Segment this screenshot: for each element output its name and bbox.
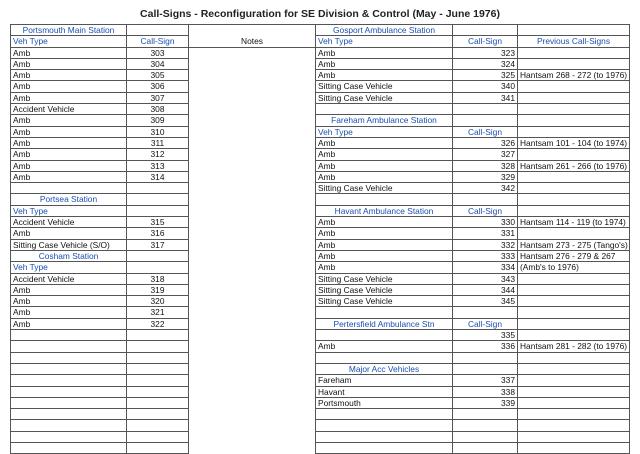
- previous-call-signs: [518, 363, 630, 374]
- call-sign: [127, 431, 189, 442]
- call-sign: [453, 442, 518, 453]
- previous-call-signs: [518, 296, 630, 307]
- vehicle-type: Amb: [11, 115, 127, 126]
- vehicle-type: [11, 375, 127, 386]
- vehicle-type: Portsmouth: [316, 397, 453, 408]
- table-row: [11, 81, 630, 92]
- call-sign: 326: [453, 137, 518, 148]
- call-sign: [127, 194, 189, 205]
- table-row: [11, 228, 630, 239]
- call-sign: 333: [453, 250, 518, 261]
- notes-cell: [189, 70, 316, 81]
- previous-call-signs: [518, 47, 630, 58]
- vehicle-type: Amb: [11, 284, 127, 295]
- previous-call-signs: Hantsam 273 - 275 (Tango's): [518, 239, 630, 250]
- notes-cell: [189, 341, 316, 352]
- notes-cell: [189, 330, 316, 341]
- notes-cell: [189, 92, 316, 103]
- notes-cell: [189, 217, 316, 228]
- notes-cell: [189, 115, 316, 126]
- call-sign: 310: [127, 126, 189, 137]
- right-call-sign-header: Call-Sign: [453, 36, 518, 47]
- previous-call-signs: [518, 386, 630, 397]
- vehicle-type: [316, 442, 453, 453]
- vehicle-type: Fareham Ambulance Station: [316, 115, 453, 126]
- table-row: [11, 386, 630, 397]
- call-sign: 323: [453, 47, 518, 58]
- vehicle-type: [11, 183, 127, 194]
- notes-cell: [189, 250, 316, 261]
- right-veh-type-header: Veh Type: [316, 36, 453, 47]
- notes-cell: [189, 239, 316, 250]
- notes-cell: [189, 228, 316, 239]
- previous-call-signs: (Amb's to 1976): [518, 262, 630, 273]
- call-sign: 340: [453, 81, 518, 92]
- table-row: [11, 431, 630, 442]
- vehicle-type: Amb: [11, 47, 127, 58]
- table-row: [11, 352, 630, 363]
- vehicle-type: [11, 363, 127, 374]
- vehicle-type: [316, 330, 453, 341]
- call-sign: 315: [127, 217, 189, 228]
- table-row: [11, 375, 630, 386]
- notes-header: Notes: [189, 36, 316, 47]
- call-sign: 332: [453, 239, 518, 250]
- call-sign: [453, 431, 518, 442]
- call-sign: [127, 250, 189, 261]
- notes-cell: [189, 47, 316, 58]
- vehicle-type: [11, 386, 127, 397]
- table-row: [11, 70, 630, 81]
- table-row: [11, 183, 630, 194]
- vehicle-type: [11, 409, 127, 420]
- call-sign: 325: [453, 70, 518, 81]
- vehicle-type: Major Acc Vehicles: [316, 363, 453, 374]
- table-row: [11, 397, 630, 408]
- call-sign: 312: [127, 149, 189, 160]
- previous-call-signs: [518, 273, 630, 284]
- vehicle-type: [11, 330, 127, 341]
- table-row: [11, 58, 630, 69]
- call-sign: 327: [453, 149, 518, 160]
- vehicle-type: [316, 409, 453, 420]
- vehicle-type: [11, 341, 127, 352]
- vehicle-type: Accident Vehicle: [11, 217, 127, 228]
- table-row: [11, 115, 630, 126]
- vehicle-type: Amb: [11, 318, 127, 329]
- vehicle-type: Amb: [11, 58, 127, 69]
- vehicle-type: Sitting Case Vehicle: [316, 296, 453, 307]
- call-sign: [127, 352, 189, 363]
- call-sign: 318: [127, 273, 189, 284]
- notes-cell: [189, 431, 316, 442]
- call-sign: 309: [127, 115, 189, 126]
- call-sign: [127, 205, 189, 216]
- vehicle-type: [11, 352, 127, 363]
- previous-call-signs: [518, 104, 630, 115]
- notes-cell: [189, 205, 316, 216]
- previous-call-signs: [518, 171, 630, 182]
- call-sign: 336: [453, 341, 518, 352]
- table-row: [11, 262, 630, 273]
- call-sign: [453, 409, 518, 420]
- previous-call-signs: [518, 205, 630, 216]
- call-sign: 334: [453, 262, 518, 273]
- vehicle-type: Veh Type: [11, 205, 127, 216]
- table-row: [11, 92, 630, 103]
- table-row: [11, 104, 630, 115]
- call-sign: Call-Sign: [453, 318, 518, 329]
- table-row: [11, 205, 630, 216]
- notes-cell: [189, 363, 316, 374]
- vehicle-type: Amb: [11, 149, 127, 160]
- vehicle-type: Amb: [11, 160, 127, 171]
- vehicle-type: Accident Vehicle: [11, 273, 127, 284]
- call-sign: 344: [453, 284, 518, 295]
- call-sign: [453, 115, 518, 126]
- notes-cell: [189, 149, 316, 160]
- notes-cell: [189, 262, 316, 273]
- notes-cell: [189, 126, 316, 137]
- vehicle-type: Sitting Case Vehicle (S/O): [11, 239, 127, 250]
- previous-call-signs: [518, 352, 630, 363]
- call-sign: [127, 386, 189, 397]
- vehicle-type: Amb: [11, 228, 127, 239]
- table-row: [11, 160, 630, 171]
- vehicle-type: Amb: [316, 171, 453, 182]
- previous-call-signs: [518, 126, 630, 137]
- vehicle-type: Amb: [316, 137, 453, 148]
- veh-type-header: Veh Type: [11, 36, 127, 47]
- notes-cell: [189, 352, 316, 363]
- call-sign-header: Call-Sign: [127, 36, 189, 47]
- previous-call-signs: [518, 397, 630, 408]
- vehicle-type: Amb: [316, 160, 453, 171]
- previous-call-signs: [518, 375, 630, 386]
- vehicle-type: Accident Vehicle: [11, 104, 127, 115]
- call-sign: [127, 330, 189, 341]
- call-sign: 306: [127, 81, 189, 92]
- vehicle-type: Veh Type: [316, 126, 453, 137]
- call-sign: [127, 397, 189, 408]
- vehicle-type: Amb: [316, 262, 453, 273]
- vehicle-type: Sitting Case Vehicle: [316, 284, 453, 295]
- table-row: [11, 194, 630, 205]
- previous-call-signs: Hantsam 276 - 279 & 267: [518, 250, 630, 261]
- previous-call-signs: [518, 318, 630, 329]
- call-sign: [127, 262, 189, 273]
- vehicle-type: [316, 352, 453, 363]
- call-sign: 328: [453, 160, 518, 171]
- call-sign: 331: [453, 228, 518, 239]
- previous-call-signs: [518, 92, 630, 103]
- vehicle-type: Amb: [316, 217, 453, 228]
- call-sign: [453, 363, 518, 374]
- call-sign: 341: [453, 92, 518, 103]
- table-row: [11, 318, 630, 329]
- notes-cell: [189, 273, 316, 284]
- table-row: [11, 330, 630, 341]
- notes-cell: [189, 318, 316, 329]
- call-sign: 303: [127, 47, 189, 58]
- call-sign: Call-Sign: [453, 205, 518, 216]
- vehicle-type: Havant: [316, 386, 453, 397]
- previous-call-signs: Hantsam 268 - 272 (to 1976): [518, 70, 630, 81]
- previous-call-signs: [518, 284, 630, 295]
- vehicle-type: Veh Type: [11, 262, 127, 273]
- vehicle-type: Havant Ambulance Station: [316, 205, 453, 216]
- table-row: [11, 284, 630, 295]
- call-sign: 338: [453, 386, 518, 397]
- call-sign: 313: [127, 160, 189, 171]
- table-row: [11, 307, 630, 318]
- call-sign: 337: [453, 375, 518, 386]
- notes-cell: [189, 386, 316, 397]
- previous-call-signs: Hantsam 261 - 266 (to 1976): [518, 160, 630, 171]
- vehicle-type: Amb: [316, 58, 453, 69]
- notes-cell: [189, 171, 316, 182]
- vehicle-type: Amb: [316, 250, 453, 261]
- call-sign: [453, 352, 518, 363]
- table-row: [11, 149, 630, 160]
- vehicle-type: Amb: [316, 228, 453, 239]
- vehicle-type: Amb: [316, 149, 453, 160]
- vehicle-type: [316, 307, 453, 318]
- notes-cell: [189, 442, 316, 453]
- vehicle-type: Pertersfield Ambulance Stn: [316, 318, 453, 329]
- table-row: [11, 47, 630, 58]
- vehicle-type: Fareham: [316, 375, 453, 386]
- call-sign: 314: [127, 171, 189, 182]
- call-sign: 345: [453, 296, 518, 307]
- table-row: [11, 409, 630, 420]
- notes-cell: [189, 375, 316, 386]
- call-sign: 339: [453, 397, 518, 408]
- notes-cell: [189, 81, 316, 92]
- previous-call-signs: [518, 330, 630, 341]
- previous-call-signs: [518, 149, 630, 160]
- table-row: [11, 171, 630, 182]
- vehicle-type: Amb: [11, 171, 127, 182]
- notes-cell: [189, 104, 316, 115]
- previous-call-signs: [518, 115, 630, 126]
- call-sign: [127, 375, 189, 386]
- vehicle-type: Amb: [11, 126, 127, 137]
- call-sign: 335: [453, 330, 518, 341]
- vehicle-type: [11, 442, 127, 453]
- vehicle-type: Sitting Case Vehicle: [316, 273, 453, 284]
- vehicle-type: [316, 431, 453, 442]
- call-sign: 316: [127, 228, 189, 239]
- vehicle-type: [11, 397, 127, 408]
- table-row: [11, 239, 630, 250]
- notes-cell: [189, 137, 316, 148]
- call-sign: 343: [453, 273, 518, 284]
- previous-call-signs: [518, 58, 630, 69]
- vehicle-type: Sitting Case Vehicle: [316, 183, 453, 194]
- vehicle-type: Sitting Case Vehicle: [316, 81, 453, 92]
- notes-cell: [189, 409, 316, 420]
- call-sign: 319: [127, 284, 189, 295]
- notes-cell: [189, 307, 316, 318]
- previous-call-signs-header: Previous Call-Signs: [518, 36, 630, 47]
- previous-call-signs: [518, 307, 630, 318]
- call-sign: [453, 307, 518, 318]
- notes-cell: [189, 194, 316, 205]
- call-sign: 311: [127, 137, 189, 148]
- table-row: [11, 273, 630, 284]
- call-sign: Call-Sign: [453, 126, 518, 137]
- call-sign: 330: [453, 217, 518, 228]
- call-sign: 307: [127, 92, 189, 103]
- previous-call-signs: [518, 431, 630, 442]
- table-row: [11, 296, 630, 307]
- table-header-row: [11, 25, 630, 36]
- previous-call-signs: [518, 194, 630, 205]
- vehicle-type: Amb: [316, 70, 453, 81]
- vehicle-type: Amb: [11, 81, 127, 92]
- vehicle-type: Portsea Station: [11, 194, 127, 205]
- previous-call-signs: Hantsam 281 - 282 (to 1976): [518, 341, 630, 352]
- call-sign: [453, 104, 518, 115]
- table-row: [11, 137, 630, 148]
- vehicle-type: [316, 194, 453, 205]
- vehicle-type: Amb: [11, 70, 127, 81]
- vehicle-type: Amb: [316, 341, 453, 352]
- previous-call-signs: Hantsam 101 - 104 (to 1974): [518, 137, 630, 148]
- call-sign: 342: [453, 183, 518, 194]
- call-sign-table: [10, 24, 630, 454]
- table-subheader-row: [11, 36, 630, 47]
- call-sign: 321: [127, 307, 189, 318]
- previous-call-signs: [518, 183, 630, 194]
- call-sign: 317: [127, 239, 189, 250]
- table-row: [11, 126, 630, 137]
- table-row: [11, 363, 630, 374]
- vehicle-type: Amb: [316, 239, 453, 250]
- vehicle-type: Cosham Station: [11, 250, 127, 261]
- call-sign: [127, 363, 189, 374]
- vehicle-type: Amb: [11, 92, 127, 103]
- vehicle-type: [11, 431, 127, 442]
- call-sign: 329: [453, 171, 518, 182]
- notes-cell: [189, 296, 316, 307]
- vehicle-type: Sitting Case Vehicle: [316, 92, 453, 103]
- portsmouth-station-heading: Portsmouth Main Station: [11, 25, 127, 36]
- previous-call-signs: [518, 442, 630, 453]
- call-sign: 305: [127, 70, 189, 81]
- notes-cell: [189, 58, 316, 69]
- call-sign: 304: [127, 58, 189, 69]
- vehicle-type: Amb: [11, 137, 127, 148]
- previous-call-signs: [518, 228, 630, 239]
- gosport-station-heading: Gosport Ambulance Station: [316, 25, 453, 36]
- call-sign: 324: [453, 58, 518, 69]
- call-sign: [453, 194, 518, 205]
- vehicle-type: Amb: [11, 307, 127, 318]
- table-row: [11, 250, 630, 261]
- notes-cell: [189, 160, 316, 171]
- previous-call-signs: [518, 409, 630, 420]
- call-sign: [127, 341, 189, 352]
- vehicle-type: [316, 104, 453, 115]
- call-sign: 322: [127, 318, 189, 329]
- page-title: Call-Signs - Reconfiguration for SE Division & Control (May - June 1976): [140, 8, 500, 20]
- call-sign: 308: [127, 104, 189, 115]
- call-sign: [127, 409, 189, 420]
- previous-call-signs: [518, 81, 630, 92]
- vehicle-type: Amb: [11, 296, 127, 307]
- table-row: [11, 217, 630, 228]
- table-row: [11, 442, 630, 453]
- notes-cell: [189, 397, 316, 408]
- call-sign: 320: [127, 296, 189, 307]
- previous-call-signs: Hantsam 114 - 119 (to 1974): [518, 217, 630, 228]
- table-row: [11, 341, 630, 352]
- notes-cell: [189, 284, 316, 295]
- call-sign: [127, 442, 189, 453]
- vehicle-type: Amb: [316, 47, 453, 58]
- call-sign: [127, 183, 189, 194]
- notes-cell: [189, 183, 316, 194]
